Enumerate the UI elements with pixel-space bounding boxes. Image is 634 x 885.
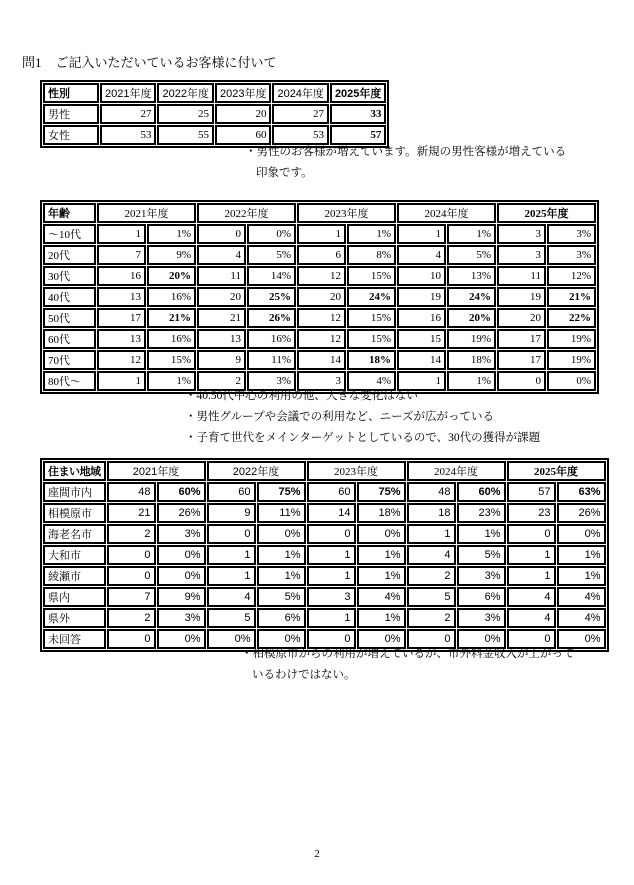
residence-table — [40, 458, 609, 652]
year-header: 2025年度 — [497, 203, 596, 223]
percent-cell: 60% — [457, 482, 506, 502]
page-title: ご記入いただいているお客様に付いて — [55, 55, 277, 70]
page-number: 2 — [314, 848, 320, 860]
percent-cell: 16% — [147, 287, 196, 307]
corner-header: 住まい地域 — [43, 461, 106, 481]
row-label: 大和市 — [43, 545, 106, 565]
age-notes — [185, 386, 540, 449]
percent-cell: 22% — [547, 308, 596, 328]
header-row — [43, 203, 596, 223]
percent-cell: 19% — [547, 329, 596, 349]
percent-cell: 1% — [447, 371, 496, 391]
age-table — [40, 200, 599, 394]
count-cell: 25 — [157, 104, 213, 124]
year-header: 2024年度 — [407, 461, 506, 481]
year-header: 2021年度 — [107, 461, 206, 481]
count-cell: 0 — [107, 545, 156, 565]
table-row — [43, 608, 606, 628]
count-cell: 16 — [397, 308, 446, 328]
table-row — [43, 587, 606, 607]
count-cell: 53 — [272, 125, 328, 145]
percent-cell: 5% — [447, 245, 496, 265]
count-cell: 4 — [407, 545, 456, 565]
table-row — [43, 266, 596, 286]
percent-cell: 1% — [257, 566, 306, 586]
percent-cell: 0% — [247, 224, 296, 244]
percent-cell: 9% — [157, 587, 206, 607]
percent-cell: 0% — [357, 524, 406, 544]
count-cell: 17 — [97, 308, 146, 328]
count-cell: 4 — [507, 587, 556, 607]
count-cell: 2 — [107, 608, 156, 628]
percent-cell: 63% — [557, 482, 606, 502]
count-cell: 15 — [397, 329, 446, 349]
count-cell: 0% — [207, 629, 256, 649]
count-cell: 20 — [497, 308, 546, 328]
percent-cell: 19% — [547, 350, 596, 370]
count-cell: 1 — [307, 545, 356, 565]
table-row — [43, 224, 596, 244]
row-label: 40代 — [43, 287, 96, 307]
count-cell: 4 — [207, 587, 256, 607]
percent-cell: 15% — [347, 308, 396, 328]
percent-cell: 4% — [557, 587, 606, 607]
percent-cell: 0% — [457, 629, 506, 649]
count-cell: 1 — [507, 566, 556, 586]
count-cell: 16 — [97, 266, 146, 286]
count-cell: 18 — [407, 503, 456, 523]
count-cell: 2 — [107, 524, 156, 544]
row-label: 県外 — [43, 608, 106, 628]
count-cell: 7 — [97, 245, 146, 265]
count-cell: 12 — [297, 329, 346, 349]
count-cell: 0 — [507, 629, 556, 649]
count-cell: 55 — [157, 125, 213, 145]
count-cell: 20 — [197, 287, 246, 307]
percent-cell: 1% — [447, 224, 496, 244]
count-cell: 21 — [197, 308, 246, 328]
count-cell: 9 — [197, 350, 246, 370]
count-cell: 13 — [97, 287, 146, 307]
percent-cell: 13% — [447, 266, 496, 286]
count-cell: 1 — [407, 524, 456, 544]
count-cell: 1 — [397, 371, 446, 391]
count-cell: 4 — [197, 245, 246, 265]
count-cell: 3 — [307, 587, 356, 607]
percent-cell: 0% — [257, 524, 306, 544]
note-line: 印象です。 — [256, 166, 313, 179]
count-cell: 4 — [507, 608, 556, 628]
year-header: 2023年度 — [297, 203, 396, 223]
count-cell: 14 — [297, 350, 346, 370]
count-cell: 13 — [197, 329, 246, 349]
percent-cell: 1% — [357, 566, 406, 586]
count-cell: 1 — [207, 545, 256, 565]
percent-cell: 18% — [357, 503, 406, 523]
percent-cell: 16% — [247, 329, 296, 349]
table-row — [43, 245, 596, 265]
count-cell: 0 — [107, 629, 156, 649]
year-header: 2024年度 — [272, 83, 328, 103]
percent-cell: 26% — [247, 308, 296, 328]
percent-cell: 20% — [447, 308, 496, 328]
gender-notes — [245, 142, 566, 183]
percent-cell: 5% — [257, 587, 306, 607]
count-cell: 60 — [307, 482, 356, 502]
percent-cell: 15% — [147, 350, 196, 370]
row-label: 60代 — [43, 329, 96, 349]
count-cell: 57 — [330, 125, 386, 145]
percent-cell: 1% — [357, 545, 406, 565]
row-label: 80代～ — [43, 371, 96, 391]
percent-cell: 0% — [257, 629, 306, 649]
percent-cell: 3% — [457, 566, 506, 586]
percent-cell: 3% — [247, 371, 296, 391]
count-cell: 60 — [215, 125, 271, 145]
table-row — [43, 482, 606, 502]
count-cell: 19 — [397, 287, 446, 307]
count-cell: 1 — [507, 545, 556, 565]
count-cell: 1 — [97, 224, 146, 244]
count-cell: 53 — [100, 125, 156, 145]
percent-cell: 18% — [447, 350, 496, 370]
count-cell: 3 — [497, 224, 546, 244]
count-cell: 10 — [397, 266, 446, 286]
count-cell: 0 — [307, 629, 356, 649]
count-cell: 1 — [397, 224, 446, 244]
table-row — [43, 503, 606, 523]
gender-table — [40, 80, 389, 148]
percent-cell: 1% — [257, 545, 306, 565]
count-cell: 20 — [215, 104, 271, 124]
count-cell: 1 — [307, 608, 356, 628]
percent-cell: 11% — [257, 503, 306, 523]
percent-cell: 6% — [457, 587, 506, 607]
percent-cell: 1% — [357, 608, 406, 628]
count-cell: 0 — [207, 524, 256, 544]
table-row — [43, 566, 606, 586]
percent-cell: 1% — [557, 545, 606, 565]
percent-cell: 26% — [157, 503, 206, 523]
count-cell: 3 — [297, 371, 346, 391]
percent-cell: 15% — [347, 266, 396, 286]
percent-cell: 3% — [547, 245, 596, 265]
year-header: 2025年度 — [507, 461, 606, 481]
percent-cell: 0% — [557, 524, 606, 544]
percent-cell: 18% — [347, 350, 396, 370]
percent-cell: 12% — [547, 266, 596, 286]
count-cell: 1 — [297, 224, 346, 244]
percent-cell: 1% — [147, 224, 196, 244]
row-label: 海老名市 — [43, 524, 106, 544]
corner-header: 性別 — [43, 83, 99, 103]
percent-cell: 21% — [547, 287, 596, 307]
count-cell: 1 — [97, 371, 146, 391]
count-cell: 0 — [307, 524, 356, 544]
percent-cell: 75% — [357, 482, 406, 502]
percent-cell: 8% — [347, 245, 396, 265]
count-cell: 0 — [507, 524, 556, 544]
percent-cell: 3% — [157, 524, 206, 544]
row-label: 女性 — [43, 125, 99, 145]
table-row — [43, 104, 386, 124]
count-cell: 2 — [407, 608, 456, 628]
count-cell: 0 — [497, 371, 546, 391]
residence-notes — [241, 644, 575, 685]
note-line: ・男性グループや会議での利用など、ニーズが広がっている — [185, 411, 495, 423]
percent-cell: 60% — [157, 482, 206, 502]
note-line: いるわけではない。 — [252, 668, 356, 681]
row-label: 座間市内 — [43, 482, 106, 502]
percent-cell: 3% — [457, 608, 506, 628]
count-cell: 4 — [397, 245, 446, 265]
count-cell: 0 — [197, 224, 246, 244]
percent-cell: 24% — [347, 287, 396, 307]
count-cell: 48 — [107, 482, 156, 502]
percent-cell: 11% — [247, 350, 296, 370]
table-row — [43, 350, 596, 370]
corner-header: 年齢 — [43, 203, 96, 223]
year-header: 2021年度 — [97, 203, 196, 223]
count-cell: 12 — [97, 350, 146, 370]
row-label: 相模原市 — [43, 503, 106, 523]
year-header: 2023年度 — [307, 461, 406, 481]
row-label: 70代 — [43, 350, 96, 370]
percent-cell: 19% — [447, 329, 496, 349]
count-cell: 1 — [307, 566, 356, 586]
percent-cell: 1% — [147, 371, 196, 391]
percent-cell: 15% — [347, 329, 396, 349]
count-cell: 17 — [497, 329, 546, 349]
percent-cell: 1% — [347, 224, 396, 244]
percent-cell: 0% — [557, 629, 606, 649]
count-cell: 14 — [307, 503, 356, 523]
count-cell: 27 — [100, 104, 156, 124]
percent-cell: 4% — [557, 608, 606, 628]
percent-cell: 16% — [147, 329, 196, 349]
year-header: 2022年度 — [207, 461, 306, 481]
table-row — [43, 545, 606, 565]
row-label: 男性 — [43, 104, 99, 124]
count-cell: 20 — [297, 287, 346, 307]
count-cell: 23 — [507, 503, 556, 523]
year-header: 2022年度 — [157, 83, 213, 103]
percent-cell: 0% — [157, 629, 206, 649]
percent-cell: 5% — [247, 245, 296, 265]
count-cell: 0 — [407, 629, 456, 649]
year-header: 2024年度 — [397, 203, 496, 223]
note-line: ・相模原市からの利用が増えているが、市外料金収入が上がって — [241, 648, 575, 660]
note-line: ・男性のお客様が増えています。新規の男性客様が増えている — [245, 146, 567, 158]
percent-cell: 14% — [247, 266, 296, 286]
note-line: ・子育て世代をメインターゲットとしているので、30代の獲得が課題 — [185, 432, 541, 444]
percent-cell: 9% — [147, 245, 196, 265]
count-cell: 12 — [297, 308, 346, 328]
row-label: 50代 — [43, 308, 96, 328]
count-cell: 27 — [272, 104, 328, 124]
section-title-row — [22, 52, 277, 71]
count-cell: 48 — [407, 482, 456, 502]
count-cell: 7 — [107, 587, 156, 607]
count-cell: 57 — [507, 482, 556, 502]
percent-cell: 3% — [547, 224, 596, 244]
count-cell: 2 — [407, 566, 456, 586]
count-cell: 33 — [330, 104, 386, 124]
percent-cell: 0% — [157, 545, 206, 565]
count-cell: 11 — [497, 266, 546, 286]
percent-cell: 0% — [157, 566, 206, 586]
count-cell: 13 — [97, 329, 146, 349]
percent-cell: 0% — [357, 629, 406, 649]
percent-cell: 20% — [147, 266, 196, 286]
count-cell: 1 — [207, 566, 256, 586]
count-cell: 0 — [107, 566, 156, 586]
row-label: 綾瀬市 — [43, 566, 106, 586]
count-cell: 21 — [107, 503, 156, 523]
percent-cell: 26% — [557, 503, 606, 523]
table-row — [43, 524, 606, 544]
row-label: 20代 — [43, 245, 96, 265]
count-cell: 3 — [497, 245, 546, 265]
year-header: 2025年度 — [330, 83, 386, 103]
percent-cell: 4% — [357, 587, 406, 607]
count-cell: 2 — [197, 371, 246, 391]
count-cell: 5 — [407, 587, 456, 607]
question-label: 問1 — [22, 55, 42, 70]
table-row — [43, 287, 596, 307]
row-label: 30代 — [43, 266, 96, 286]
percent-cell: 75% — [257, 482, 306, 502]
count-cell: 6 — [297, 245, 346, 265]
percent-cell: 24% — [447, 287, 496, 307]
count-cell: 11 — [197, 266, 246, 286]
count-cell: 17 — [497, 350, 546, 370]
percent-cell: 5% — [457, 545, 506, 565]
percent-cell: 21% — [147, 308, 196, 328]
percent-cell: 1% — [457, 524, 506, 544]
table-row — [43, 329, 596, 349]
count-cell: 12 — [297, 266, 346, 286]
percent-cell: 3% — [157, 608, 206, 628]
count-cell: 9 — [207, 503, 256, 523]
count-cell: 60 — [207, 482, 256, 502]
count-cell: 14 — [397, 350, 446, 370]
row-label: ～10代 — [43, 224, 96, 244]
year-header: 2023年度 — [215, 83, 271, 103]
note-line: ・40.50代中心の利用の他、大きな変化はない — [185, 390, 418, 402]
percent-cell: 4% — [347, 371, 396, 391]
row-label: 未回答 — [43, 629, 106, 649]
table-row — [43, 308, 596, 328]
percent-cell: 6% — [257, 608, 306, 628]
year-header: 2022年度 — [197, 203, 296, 223]
percent-cell: 1% — [557, 566, 606, 586]
header-row — [43, 461, 606, 481]
percent-cell: 0% — [547, 371, 596, 391]
percent-cell: 25% — [247, 287, 296, 307]
percent-cell: 23% — [457, 503, 506, 523]
year-header: 2021年度 — [100, 83, 156, 103]
row-label: 県内 — [43, 587, 106, 607]
count-cell: 5 — [207, 608, 256, 628]
count-cell: 19 — [497, 287, 546, 307]
header-row — [43, 83, 386, 103]
